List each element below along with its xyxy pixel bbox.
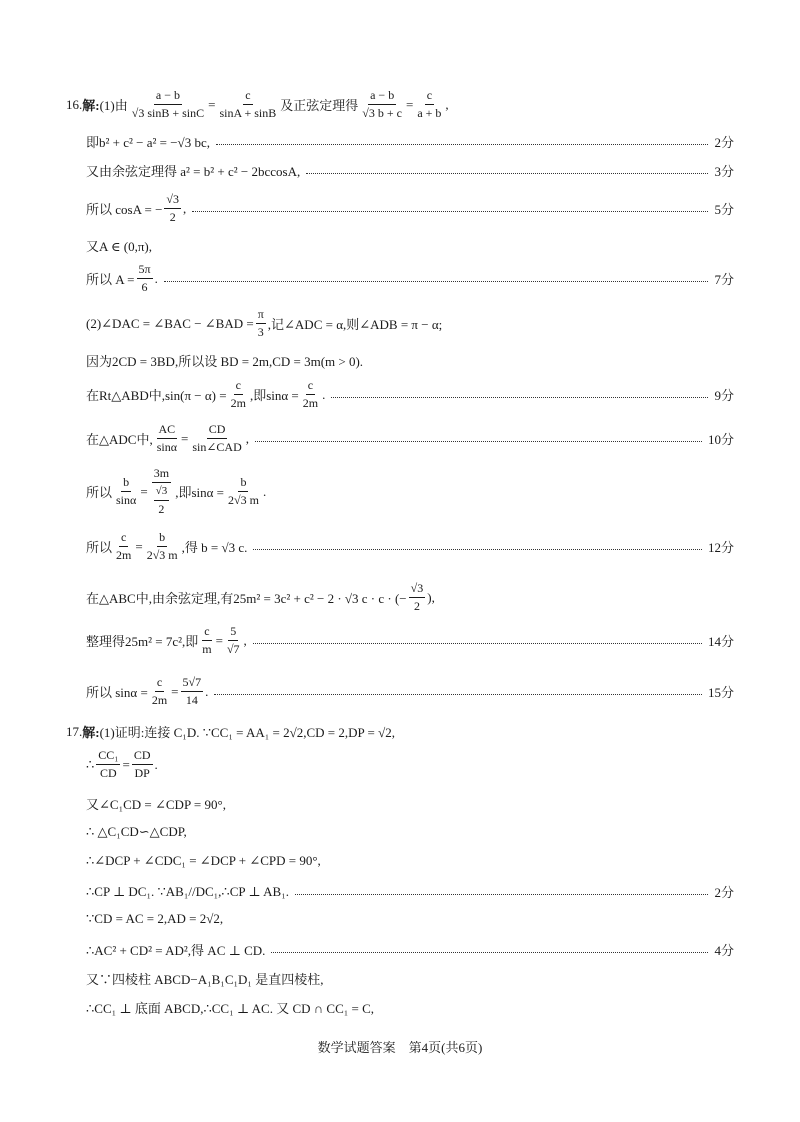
fraction: $\frac{5√7}{14}$ [182, 675, 202, 707]
q17-line-6: ∴CP ⊥ DC₁. ∵AB₁//DC₁,∴CP ⊥ AB₁. 2分 [86, 883, 734, 900]
q16-line-5: 又A ∈ (0,π), [86, 239, 153, 254]
fraction: $\frac{c}{2m}$ [302, 378, 319, 410]
q16-line-3: 又由余弦定理得 a² = b² + c² − 2bccosA, 3分 [86, 161, 734, 180]
score-label: 7分 [714, 272, 734, 287]
q16-line-8: 因为2CD = 3BD,所以设 BD = 2m,CD = 3m(m > 0). [86, 354, 364, 369]
score-label: 12分 [707, 540, 734, 555]
q17-line-9: 又∵四棱柱 ABCD−A₁B₁C₁D₁ 是直四棱柱, [86, 972, 324, 987]
page-footer: 数学试题答案 第4页(共6页) [317, 1040, 483, 1055]
q16-line-6: 所以 A = $\frac{5\pi}{6}$ . 7分 [86, 262, 734, 294]
fraction: $\frac{c}{2m}$ [230, 378, 246, 410]
fraction: $\frac{b}{2√3 m}$ [146, 530, 178, 562]
score-label: 15分 [707, 685, 734, 700]
q16-line-10: 在△ADC中, $\frac{AC}{\sin\alpha}$ = $\frac{CD}{\text{sin∠CAD}}$ , 10分 [86, 422, 734, 454]
dot-leader [214, 694, 702, 695]
score-label: 9分 [714, 388, 734, 403]
q17-line-8: ∴AC² + CD² = AD²,得 AC ⊥ CD. 4分 [86, 940, 734, 959]
fraction: $\frac{c}{2m}$ [116, 530, 132, 562]
fraction: $\frac{CD}{DP}$ [133, 748, 151, 780]
score-label: 5分 [714, 202, 734, 217]
fraction: $\frac{5}{√7}$ [226, 624, 240, 656]
q17-line-2: ∴ $\frac{\text{CC₁}}{CD}$ = $\frac{CD}{DP}$ . [86, 748, 158, 780]
q16-line-9: 在Rt△ABD中,sin(π − α) = $\frac{c}{2m}$ ,即sinα = $\frac{c}{2m}$ . 9分 [86, 378, 734, 410]
q16-line-7: (2)∠DAC = ∠BAC − ∠BAD = $\frac{\pi}{3}$ ,记∠ADC = α,则∠ADB = π − α; [86, 307, 443, 339]
fraction: $\frac{b}{\sin\alpha}$ [116, 475, 137, 507]
fraction: $\frac{√3}{2}$ [410, 581, 424, 613]
fraction: $\frac{√3}{2}$ [166, 192, 180, 224]
q17-line-3: 又∠C₁CD = ∠CDP = 90°, [86, 797, 226, 812]
solution-label: 解: [82, 98, 100, 113]
score-label: 2分 [714, 885, 734, 900]
dot-leader [253, 549, 702, 550]
fraction: $\frac{c}{a + b}$ [417, 88, 442, 120]
q16-line-15: 所以 sinα = $\frac{c}{2m}$ = $\frac{5√7}{14}$ . 15分 [86, 675, 734, 707]
fraction: $\frac{b}{2√3 m}$ [228, 475, 259, 507]
q16-line-1: 16. 解: (1)由 $\frac{a - b}{√3 \sin B + \sin C}$ = $\frac{c}{\sin A + \sin B}$ 及正弦定理得 $\frac{a - b}{√3 b + c}$ = $\frac{c}{a + b}$ , [66, 88, 449, 120]
fraction: $\frac{c}{2m}$ [151, 675, 168, 707]
fraction: $\frac{CD}{\text{sin∠CAD}}$ [192, 422, 242, 454]
q16-line-4: 所以 cosA = − $\frac{√3}{2}$ , 5分 [86, 192, 734, 224]
fraction: $\frac{AC}{\sin\alpha}$ [156, 422, 177, 454]
dot-leader [192, 211, 708, 212]
fraction: $\frac{c}{\sin A + \sin B}$ [219, 88, 277, 120]
q16-line-11: 所以 $\frac{b}{\sin\alpha}$ = $\frac{3m}{\frac{√3}{2}}$ ,即sinα = $\frac{b}{2√3 m}$ . [86, 466, 267, 516]
dot-leader [216, 144, 709, 145]
score-label: 2分 [714, 135, 734, 150]
dot-leader [295, 894, 709, 895]
q16-line-2: 即b² + c² − a² = −√3 bc, 2分 [86, 132, 734, 151]
score-label: 3分 [714, 164, 734, 179]
score-label: 14分 [707, 634, 734, 649]
dot-leader [271, 952, 708, 953]
fraction: $\frac{\text{CC₁}}{CD}$ [98, 748, 119, 780]
score-label: 10分 [707, 432, 734, 447]
dot-leader [331, 397, 708, 398]
nested-fraction: $\frac{3m}{\frac{√3}{2}}$ [153, 466, 170, 516]
fraction: $\frac{a - b}{√3 \sin B + \sin C}$ [131, 88, 205, 120]
dot-leader [306, 173, 708, 174]
fraction: $\frac{\pi}{3}$ [257, 307, 264, 339]
dot-leader [255, 441, 702, 442]
q16-line-14: 整理得25m² = 7c²,即 $\frac{c}{m}$ = $\frac{5}{√7}$ , 14分 [86, 624, 734, 656]
fraction: $\frac{a - b}{√3 b + c}$ [362, 88, 402, 120]
q16-line-13: 在△ABC中,由余弦定理,有25m² = 3c² + c² − 2 · √3 c · c · (− $\frac{√3}{2}$ ), [86, 581, 435, 613]
q17-line-10: ∴CC₁ ⊥ 底面 ABCD,∴CC₁ ⊥ AC. 又 CD ∩ CC₁ = C, [86, 1001, 375, 1016]
q17-line-4: ∴ △C₁CD∽△CDP, [86, 824, 187, 839]
q16-line-12: 所以 $\frac{c}{2m}$ = $\frac{b}{2√3 m}$ ,得 b = √3 c. 12分 [86, 530, 734, 562]
q17-line-1: 17. 解: (1)证明:连接 C₁D. ∵CC₁ = AA₁ = 2√2,CD = 2,DP = √2, [66, 723, 395, 740]
dot-leader [253, 643, 702, 644]
solution-label: 解: [82, 725, 100, 740]
score-label: 4分 [714, 943, 734, 958]
fraction: $\frac{5\pi}{6}$ [138, 262, 151, 294]
q17-line-7: ∵CD = AC = 2,AD = 2√2, [86, 911, 224, 926]
dot-leader [164, 281, 709, 282]
q17-line-5: ∴∠DCP + ∠CDC₁ = ∠DCP + ∠CPD = 90°, [86, 853, 321, 868]
fraction: $\frac{c}{m}$ [202, 624, 212, 656]
